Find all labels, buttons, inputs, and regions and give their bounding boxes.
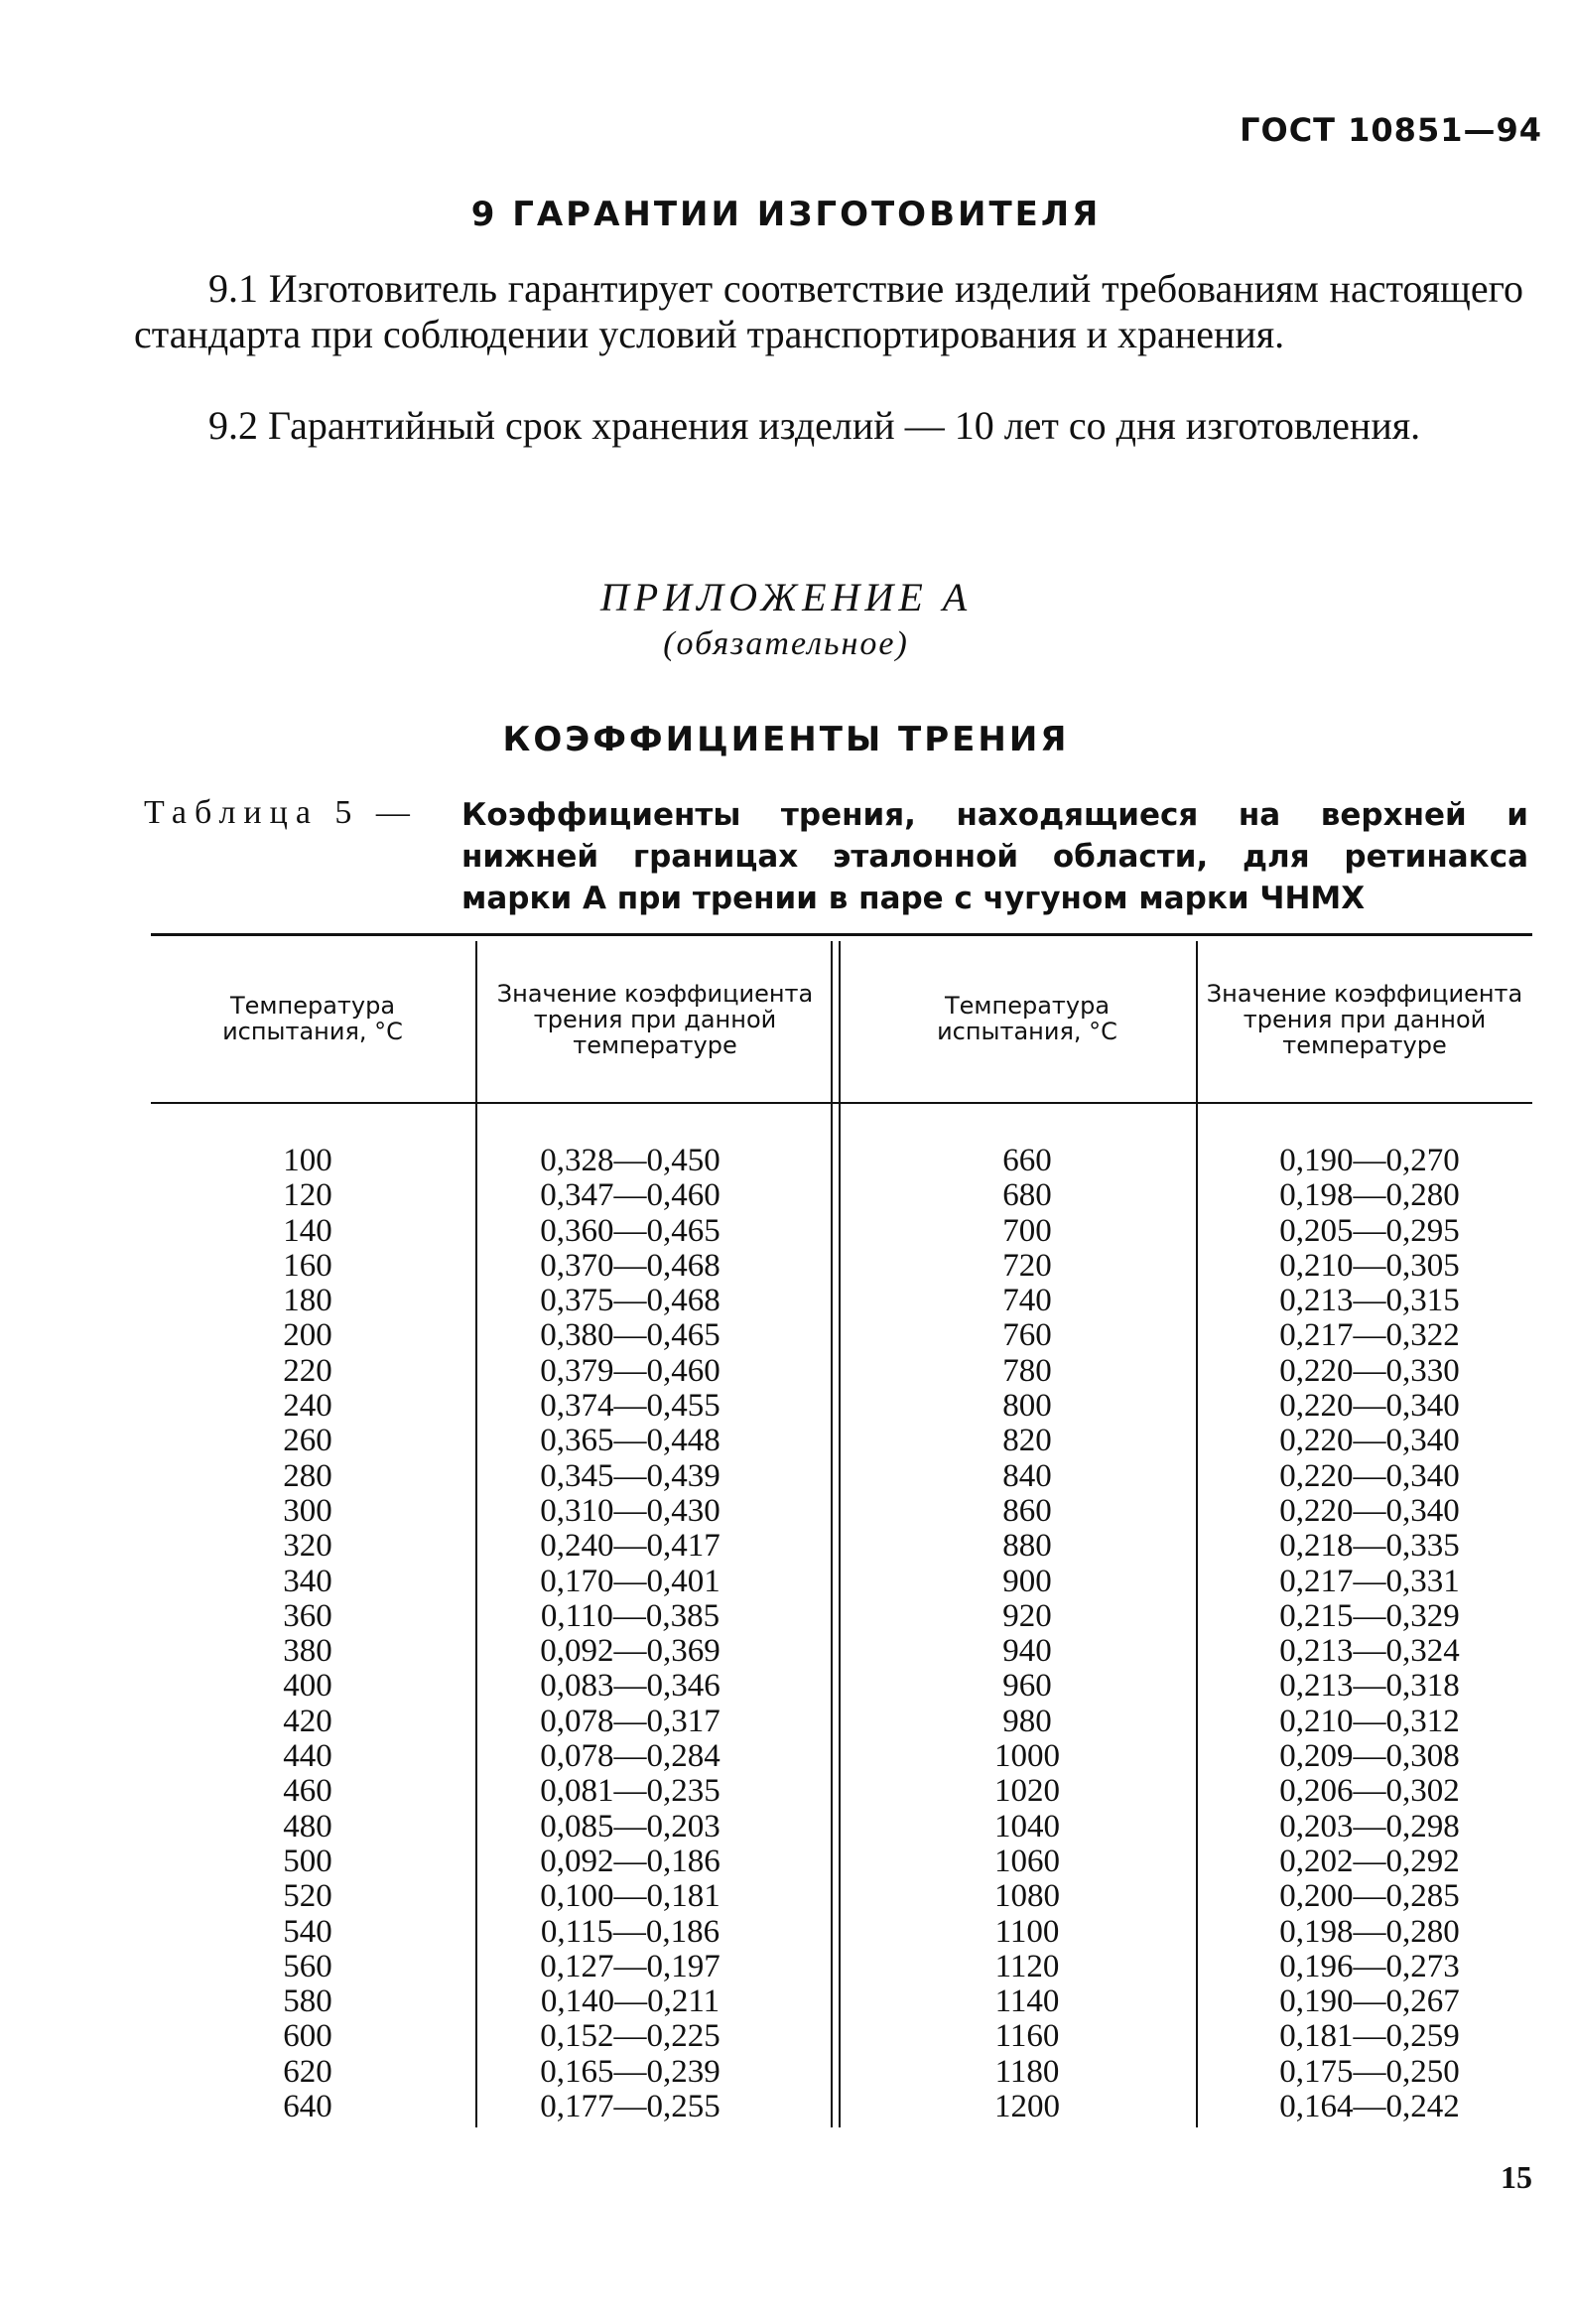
cell-value: 0,170—0,401 [540,1563,720,1599]
cell-value: 0,206—0,302 [1279,1773,1460,1810]
cell-value: 0,213—0,324 [1279,1633,1460,1670]
cell-value: 0,202—0,292 [1279,1843,1460,1879]
cell-value: 0,220—0,340 [1279,1423,1460,1459]
cell-temp: 1120 [994,1948,1060,1984]
cell-value: 0,165—0,239 [540,2053,720,2090]
paragraph-9-1: 9.1 Изготовитель гарантирует соответствие изделий требованиям настоящего стандарта при соблюдении условий транспортирования и хранения. [134,266,1523,356]
cell-value: 0,092—0,186 [540,1843,720,1879]
column-right-values [1236,1144,1504,2124]
table-caption-label: Таблица 5 — [144,794,418,831]
cell-value: 0,164—0,242 [1279,2089,1460,2125]
cell-value: 0,215—0,329 [1279,1597,1460,1634]
cell-value: 0,110—0,385 [540,1597,720,1634]
column-right-temps [948,1144,1107,2124]
cell-value: 0,310—0,430 [540,1492,720,1529]
appendix-title: ПРИЛОЖЕНИЕ А [599,575,973,619]
cell-temp: 740 [1002,1283,1052,1319]
cell-value: 0,217—0,331 [1279,1563,1460,1599]
cell-value: 0,374—0,455 [540,1388,720,1425]
cell-temp: 500 [283,1843,332,1879]
cell-value: 0,217—0,322 [1279,1317,1460,1354]
cell-temp: 360 [283,1597,332,1634]
cell-value: 0,365—0,448 [540,1423,720,1459]
cell-temp: 560 [283,1948,332,1984]
cell-temp: 1060 [994,1843,1060,1879]
table-top-rule [151,933,1532,936]
cell-value: 0,210—0,305 [1279,1247,1460,1284]
cell-value: 0,127—0,197 [540,1948,720,1984]
page-number: 15 [1501,2159,1532,2195]
cell-temp: 160 [283,1247,332,1284]
header-value-right: Значение коэффициента трения при данной температуре [1206,980,1523,1059]
cell-value: 0,177—0,255 [540,2089,720,2125]
cell-value: 0,078—0,284 [540,1738,720,1775]
cell-temp: 780 [1002,1352,1052,1389]
table-divider-1 [475,941,477,2127]
cell-temp: 1000 [994,1738,1060,1775]
cell-value: 0,220—0,340 [1279,1388,1460,1425]
cell-value: 0,181—0,259 [1279,2018,1460,2055]
cell-value: 0,196—0,273 [1279,1948,1460,1984]
table-header-rule [151,1102,1532,1104]
cell-value: 0,083—0,346 [540,1668,720,1705]
cell-temp: 1040 [994,1808,1060,1845]
cell-temp: 1100 [994,1913,1060,1950]
table-double-divider-b [839,941,841,2127]
cell-temp: 1140 [994,1983,1060,2020]
cell-value: 0,190—0,267 [1279,1983,1460,2020]
cell-value: 0,205—0,295 [1279,1212,1460,1249]
cell-value: 0,175—0,250 [1279,2053,1460,2090]
cell-value: 0,140—0,211 [540,1983,720,2020]
cell-temp: 800 [1002,1388,1052,1425]
cell-temp: 600 [283,2018,332,2055]
cell-temp: 260 [283,1423,332,1459]
cell-value: 0,375—0,468 [540,1283,720,1319]
cell-temp: 640 [283,2089,332,2125]
cell-temp: 180 [283,1283,332,1319]
cell-temp: 1180 [994,2053,1060,2090]
cell-temp: 620 [283,2053,332,2090]
cell-temp: 300 [283,1492,332,1529]
cell-temp: 920 [1002,1597,1052,1634]
cell-temp: 960 [1002,1668,1052,1705]
cell-value: 0,203—0,298 [1279,1808,1460,1845]
cell-value: 0,152—0,225 [540,2018,720,2055]
cell-value: 0,198—0,280 [1279,1177,1460,1214]
cell-temp: 900 [1002,1563,1052,1599]
cell-value: 0,220—0,330 [1279,1352,1460,1389]
document-id: ГОСТ 10851—94 [1240,111,1542,149]
cell-value: 0,210—0,312 [1279,1703,1460,1739]
cell-value: 0,220—0,340 [1279,1457,1460,1494]
paragraph-9-2: 9.2 Гарантийный срок хранения изделий — 10 лет со дня изготовления. [208,403,1421,448]
cell-temp: 440 [283,1738,332,1775]
appendix-subtitle: (обязательное) [663,625,909,662]
cell-temp: 760 [1002,1317,1052,1354]
cell-temp: 940 [1002,1633,1052,1670]
table-caption-text: Коэффициенты трения, находящиеся на верхней и нижней границах эталонной области, для ретинакса марки А при трении в паре с чугуном марки ЧНМХ [461,797,1528,916]
cell-value: 0,379—0,460 [540,1352,720,1389]
cell-value: 0,213—0,318 [1279,1668,1460,1705]
cell-value: 0,115—0,186 [540,1913,720,1950]
cell-value: 0,240—0,417 [540,1528,720,1565]
cell-temp: 200 [283,1317,332,1354]
cell-temp: 1080 [994,1878,1060,1915]
cell-value: 0,078—0,317 [540,1703,720,1739]
cell-temp: 820 [1002,1423,1052,1459]
header-temp-left: Температура испытания, °С [222,992,403,1045]
cell-temp: 980 [1002,1703,1052,1739]
cell-temp: 660 [1002,1143,1052,1178]
table-divider-3 [1196,941,1198,2127]
cell-value: 0,092—0,369 [540,1633,720,1670]
cell-temp: 480 [283,1808,332,1845]
cell-value: 0,081—0,235 [540,1773,720,1810]
cell-temp: 540 [283,1913,332,1950]
appendix-heading: КОЭФФИЦИЕНТЫ ТРЕНИЯ [502,720,1070,759]
cell-temp: 220 [283,1352,332,1389]
cell-temp: 320 [283,1528,332,1565]
cell-temp: 880 [1002,1528,1052,1565]
cell-temp: 340 [283,1563,332,1599]
cell-temp: 420 [283,1703,332,1739]
cell-temp: 700 [1002,1212,1052,1249]
cell-value: 0,100—0,181 [540,1878,720,1915]
cell-temp: 280 [283,1457,332,1494]
cell-temp: 140 [283,1212,332,1249]
cell-temp: 380 [283,1633,332,1670]
cell-temp: 680 [1002,1177,1052,1214]
table-double-divider-a [831,941,833,2127]
cell-value: 0,360—0,465 [540,1212,720,1249]
cell-temp: 1200 [994,2089,1060,2125]
cell-value: 0,347—0,460 [540,1177,720,1214]
cell-value: 0,218—0,335 [1279,1528,1460,1565]
cell-temp: 840 [1002,1457,1052,1494]
cell-value: 0,213—0,315 [1279,1283,1460,1319]
header-value-left: Значение коэффициента трения при данной температуре [496,980,814,1059]
cell-value: 0,220—0,340 [1279,1492,1460,1529]
cell-temp: 240 [283,1388,332,1425]
header-temp-right: Температура испытания, °С [937,992,1117,1045]
cell-temp: 1160 [994,2018,1060,2055]
cell-value: 0,370—0,468 [540,1247,720,1284]
cell-value: 0,085—0,203 [540,1808,720,1845]
cell-temp: 720 [1002,1247,1052,1284]
cell-temp: 860 [1002,1492,1052,1529]
column-left-temps [228,1144,387,2124]
cell-temp: 400 [283,1668,332,1705]
cell-value: 0,328—0,450 [540,1143,720,1178]
cell-value: 0,190—0,270 [1279,1143,1460,1178]
cell-value: 0,209—0,308 [1279,1738,1460,1775]
cell-temp: 460 [283,1773,332,1810]
cell-temp: 580 [283,1983,332,2020]
cell-temp: 520 [283,1878,332,1915]
cell-value: 0,380—0,465 [540,1317,720,1354]
section-title: 9 ГАРАНТИИ ИЗГОТОВИТЕЛЯ [470,195,1102,234]
cell-value: 0,345—0,439 [540,1457,720,1494]
column-left-values [496,1144,764,2124]
cell-value: 0,198—0,280 [1279,1913,1460,1950]
cell-temp: 120 [283,1177,332,1214]
cell-temp: 100 [283,1143,332,1178]
cell-value: 0,200—0,285 [1279,1878,1460,1915]
cell-temp: 1020 [994,1773,1060,1810]
